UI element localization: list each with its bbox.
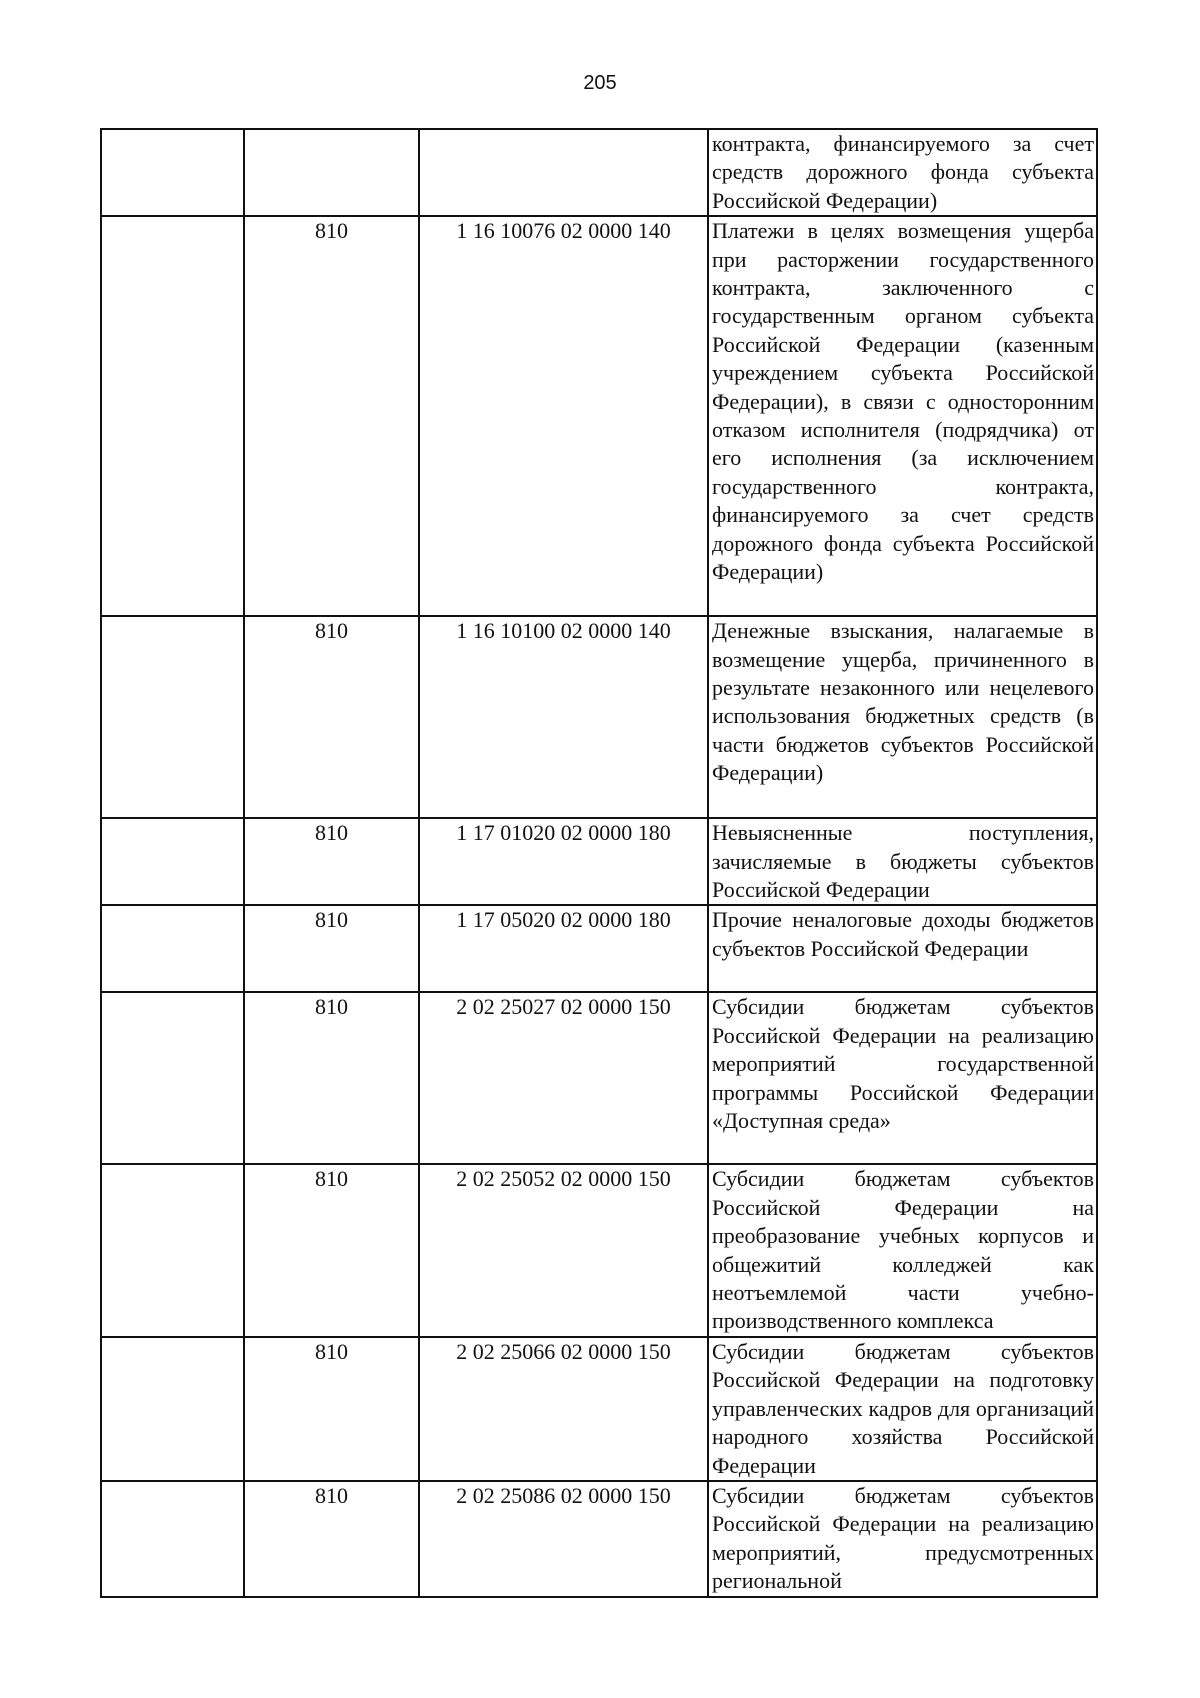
blank-cell bbox=[101, 905, 244, 992]
kbk-code-cell: 2 02 25027 02 0000 150 bbox=[419, 992, 708, 1164]
blank-cell bbox=[101, 616, 244, 818]
admin-code-cell: 810 bbox=[244, 616, 419, 818]
blank-cell bbox=[101, 818, 244, 905]
table-row bbox=[101, 1337, 1097, 1481]
table-row bbox=[101, 818, 1097, 905]
blank-cell bbox=[101, 129, 244, 216]
admin-code-cell: 810 bbox=[244, 216, 419, 616]
table-row bbox=[101, 129, 1097, 216]
kbk-code-cell: 1 16 10076 02 0000 140 bbox=[419, 216, 708, 616]
kbk-code-cell: 2 02 25052 02 0000 150 bbox=[419, 1164, 708, 1336]
description-cell: Платежи в целях возмещения ущерба при расторжении государственного контракта, заключенного с государственным органом субъекта Российской Федерации (казенным учреждением субъекта Российской Федерации), в связи с односторонним отказом исполнителя (подрядчика) от его исполнения (за исключением государственного контракта, финансируемого за счет средств дорожного фонда субъекта Российской Федерации) bbox=[708, 216, 1097, 616]
description-cell: Невыясненные поступления, зачисляемые в бюджеты субъектов Российской Федерации bbox=[708, 818, 1097, 905]
table-row bbox=[101, 216, 1097, 616]
admin-code-cell: 810 bbox=[244, 905, 419, 992]
table-row bbox=[101, 992, 1097, 1164]
admin-code-cell: 810 bbox=[244, 818, 419, 905]
admin-code-cell: 810 bbox=[244, 1337, 419, 1481]
table-row bbox=[101, 1481, 1097, 1597]
admin-code-cell bbox=[244, 129, 419, 216]
description-cell: Денежные взыскания, налагаемые в возмещение ущерба, причиненного в результате незаконного или нецелевого использования бюджетных средств (в части бюджетов субъектов Российской Федерации) bbox=[708, 616, 1097, 818]
blank-cell bbox=[101, 1164, 244, 1336]
table-row bbox=[101, 905, 1097, 992]
kbk-code-cell: 1 17 05020 02 0000 180 bbox=[419, 905, 708, 992]
kbk-code-cell: 1 17 01020 02 0000 180 bbox=[419, 818, 708, 905]
blank-cell bbox=[101, 992, 244, 1164]
description-cell: Субсидии бюджетам субъектов Российской Федерации на подготовку управленческих кадров для организаций народного хозяйства Российской Федерации bbox=[708, 1337, 1097, 1481]
blank-cell bbox=[101, 1337, 244, 1481]
revenue-codes-table bbox=[100, 128, 1098, 1598]
description-cell: контракта, финансируемого за счет средств дорожного фонда субъекта Российской Федерации) bbox=[708, 129, 1097, 216]
kbk-code-cell bbox=[419, 129, 708, 216]
table-row bbox=[101, 1164, 1097, 1336]
admin-code-cell: 810 bbox=[244, 1164, 419, 1336]
kbk-code-cell: 1 16 10100 02 0000 140 bbox=[419, 616, 708, 818]
admin-code-cell: 810 bbox=[244, 992, 419, 1164]
table-row bbox=[101, 616, 1097, 818]
blank-cell bbox=[101, 1481, 244, 1597]
kbk-code-cell: 2 02 25086 02 0000 150 bbox=[419, 1481, 708, 1597]
kbk-code-cell: 2 02 25066 02 0000 150 bbox=[419, 1337, 708, 1481]
description-cell: Субсидии бюджетам субъектов Российской Федерации на реализацию мероприятий государственной программы Российской Федерации «Доступная среда» bbox=[708, 992, 1097, 1164]
page-number: 205 bbox=[583, 72, 617, 94]
blank-cell bbox=[101, 216, 244, 616]
description-cell: Прочие неналоговые доходы бюджетов субъектов Российской Федерации bbox=[708, 905, 1097, 992]
admin-code-cell: 810 bbox=[244, 1481, 419, 1597]
description-cell: Субсидии бюджетам субъектов Российской Федерации на реализацию мероприятий, предусмотренных региональной bbox=[708, 1481, 1097, 1597]
description-cell: Субсидии бюджетам субъектов Российской Федерации на преобразование учебных корпусов и общежитий колледжей как неотъемлемой части учебно-производственного комплекса bbox=[708, 1164, 1097, 1336]
